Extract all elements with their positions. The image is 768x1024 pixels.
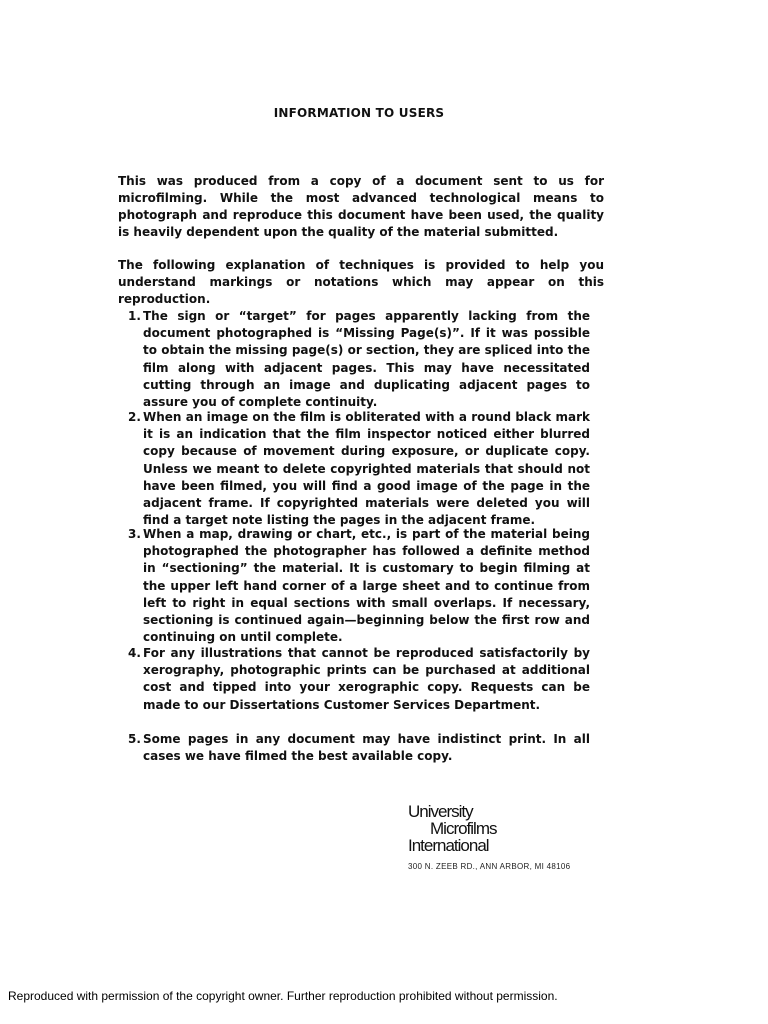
explanation-paragraph: The following explanation of techniques is provided to help you understand markings or notations which may appear on this reproduction. <box>118 258 604 306</box>
list-item-number: 4. <box>128 646 141 660</box>
list-item-text: When a map, drawing or chart, etc., is part of the material being photographed the photographer has followed a definite method in “sectioning” the material. It is customary to begin filming at the upper left hand corner of a large sheet and to continue from left to right in equal sections with small overlaps. If necessary, sectioning is continued again—beginning below the first row and continuing on until complete. <box>143 527 590 645</box>
intro-paragraph: This was produced from a copy of a document sent to us for microfilming. While the most advanced technological means to photograph and reproduce this document have been used, the quality is heavily dependent upon the quality of the material submitted. <box>118 174 604 239</box>
list-item-text: Some pages in any document may have indistinct print. In all cases we have filmed the best available copy. <box>143 732 590 764</box>
logo-line-microfilms: Microfilms <box>430 819 497 838</box>
list-item-number: 2. <box>128 410 141 424</box>
publisher-address: 300 N. ZEEB RD., ANN ARBOR, MI 48106 <box>408 862 571 871</box>
list-item-number: 1. <box>128 309 141 323</box>
list-item <box>128 731 590 765</box>
list-item-text: The sign or “target” for pages apparently lacking from the document photographed is “Missing Page(s)”. If it was possible to obtain the missing page(s) or section, they are spliced into the film along with adjacent pages. This may have necessitated cutting through an image and duplicating adjacent pages to assure you of complete continuity. <box>143 309 590 410</box>
logo-line-university: University <box>408 802 473 821</box>
copyright-footer: Reproduced with permission of the copyright owner. Further reproduction prohibited without permission. <box>8 989 558 1003</box>
list-item-number: 5. <box>128 732 141 746</box>
page-title: INFORMATION TO USERS <box>273 106 445 120</box>
list-item-number: 3. <box>128 527 141 541</box>
list-item <box>128 409 590 529</box>
list-item <box>128 308 590 411</box>
list-item <box>128 526 590 646</box>
publisher-logo <box>408 803 497 854</box>
list-item <box>128 645 590 714</box>
list-item-text: When an image on the film is obliterated with a round black mark it is an indication that the film inspector noticed either blurred copy because of movement during exposure, or duplicate copy. Unless we meant to delete copyrighted materials that should not have been filmed, you will find a good image of the page in the adjacent frame. If copyrighted materials were deleted you will find a target note listing the pages in the adjacent frame. <box>143 410 590 528</box>
list-item-text: For any illustrations that cannot be reproduced satisfactorily by xerography, photographic prints can be purchased at additional cost and tipped into your xerographic copy. Requests can be made to our Dissertations Customer Services Department. <box>143 646 590 712</box>
logo-line-international: International <box>408 836 489 855</box>
